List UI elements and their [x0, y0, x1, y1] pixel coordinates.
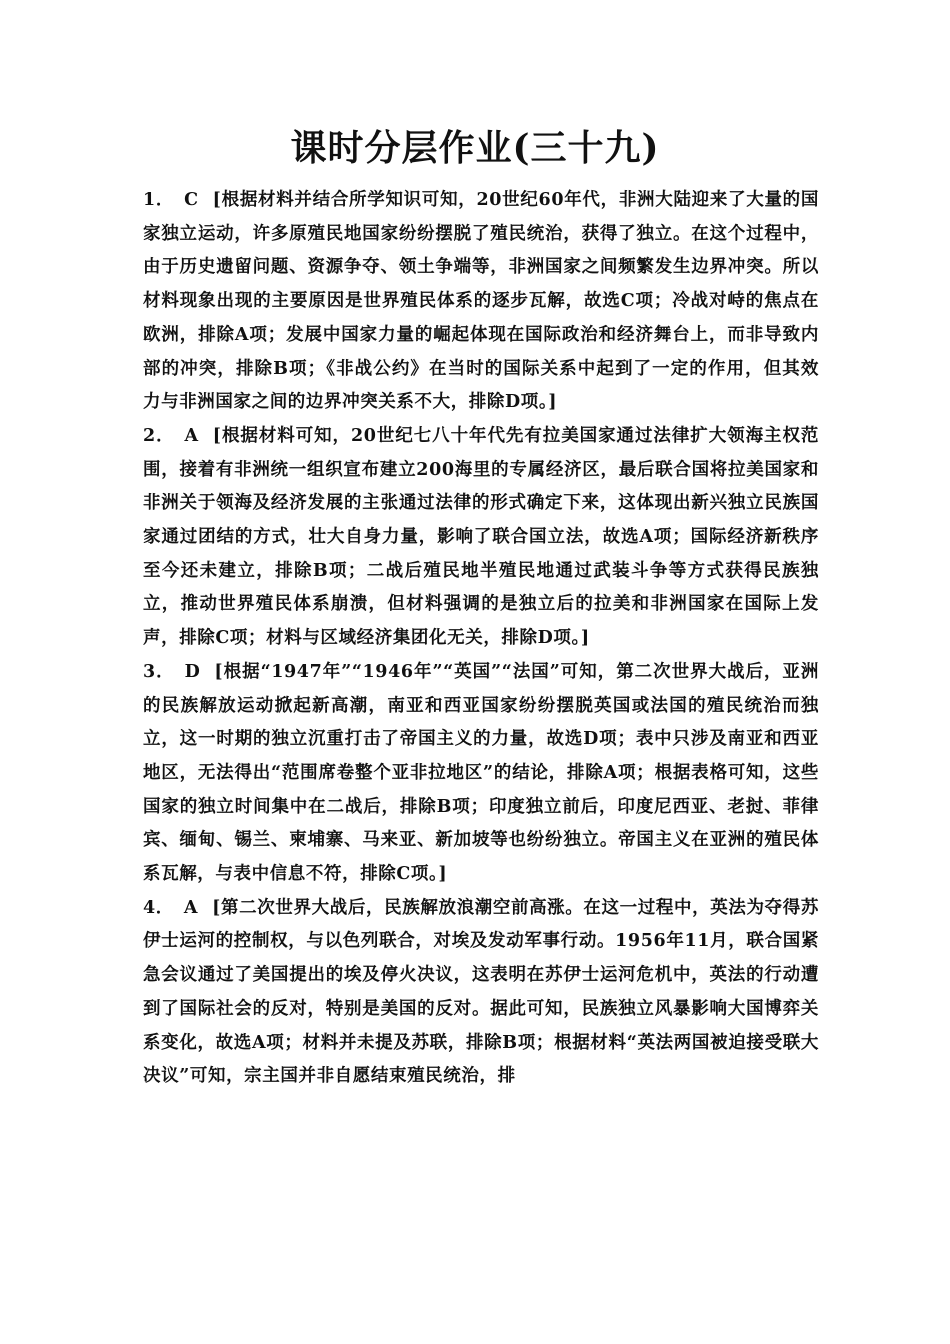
answer-explanation: [根据“1947年”“1946年”“英国”“法国”可知，第二次世界大战后，亚洲的民族解放运动掀起新高潮，南亚和西亚国家纷纷摆脱英国或法国的殖民统治而独立，这一时期的独立沉重打击了帝国主义的力量，故选D项；表中只涉及南亚和西亚地区，无法得出“范围席卷整个亚非拉地区”的结论，排除A项；根据表格可知，这些国家的独立时间集中在二战后，排除B项；印度独立前后，印度尼西亚、老挝、菲律宾、缅甸、锡兰、柬埔寨、马来亚、新加坡等也纷纷独立。帝国主义在亚洲的殖民体系瓦解，与表中信息不符，排除C项。] [143, 661, 819, 885]
answer-choice: A [184, 425, 199, 446]
answer-choice: D [184, 661, 201, 682]
answer-number: 1． [143, 190, 175, 210]
answer-item-3 [143, 656, 819, 892]
answer-list [143, 184, 819, 1094]
answer-item-1 [143, 184, 819, 420]
answer-explanation: [第二次世界大战后，民族解放浪潮空前高涨。在这一过程中，英法为夺得苏伊士运河的控制权，与以色列联合，对埃及发动军事行动。1956年11月，联合国紧急会议通过了美国提出的埃及停火决议，这表明在苏伊士运河危机中，英法的行动遭到了国际社会的反对，特别是美国的反对。据此可知，民族独立风暴影响大国博弈关系变化，故选A项；材料并未提及苏联，排除B项；根据材料“英法两国被迫接受联大决议”可知，宗主国并非自愿结束殖民统治，排 [143, 897, 819, 1087]
answer-explanation: [根据材料并结合所学知识可知，20世纪60年代，非洲大陆迎来了大量的国家独立运动，许多原殖民地国家纷纷摆脱了殖民统治，获得了独立。在这个过程中，由于历史遗留问题、资源争夺、领土争端等，非洲国家之间频繁发生边界冲突。所以材料现象出现的主要原因是世界殖民体系的逐步瓦解，故选C项；冷战对峙的焦点在欧洲，排除A项；发展中国家力量的崛起体现在国际政治和经济舞台上，而非导致内部的冲突，排除B项；《非战公约》在当时的国际关系中起到了一定的作用，但其效力与非洲国家之间的边界冲突关系不大，排除D项。] [143, 190, 819, 413]
answer-item-2 [143, 420, 819, 656]
answer-number: 4． [143, 897, 174, 918]
answer-choice: C [184, 190, 199, 210]
answer-number: 3． [143, 661, 175, 682]
answer-item-4 [143, 892, 819, 1094]
answer-number: 2． [143, 425, 175, 446]
answer-choice: A [183, 897, 199, 918]
answer-explanation: [根据材料可知，20世纪七八十年代先有拉美国家通过法律扩大领海主权范围，接着有非洲统一组织宣布建立200海里的专属经济区，最后联合国将拉美国家和非洲关于领海及经济发展的主张通过法律的形式确定下来，这体现出新兴独立民族国家通过团结的方式，壮大自身力量，影响了联合国立法，故选A项；国际经济新秩序至今还未建立，排除B项；二战后殖民地半殖民地通过武装斗争等方式获得民族独立，推动世界殖民体系崩溃，但材料强调的是独立后的拉美和非洲国家在国际上发声，排除C项；材料与区域经济集团化无关，排除D项。] [143, 425, 819, 649]
page-title: 课时分层作业(三十九) [290, 127, 660, 169]
